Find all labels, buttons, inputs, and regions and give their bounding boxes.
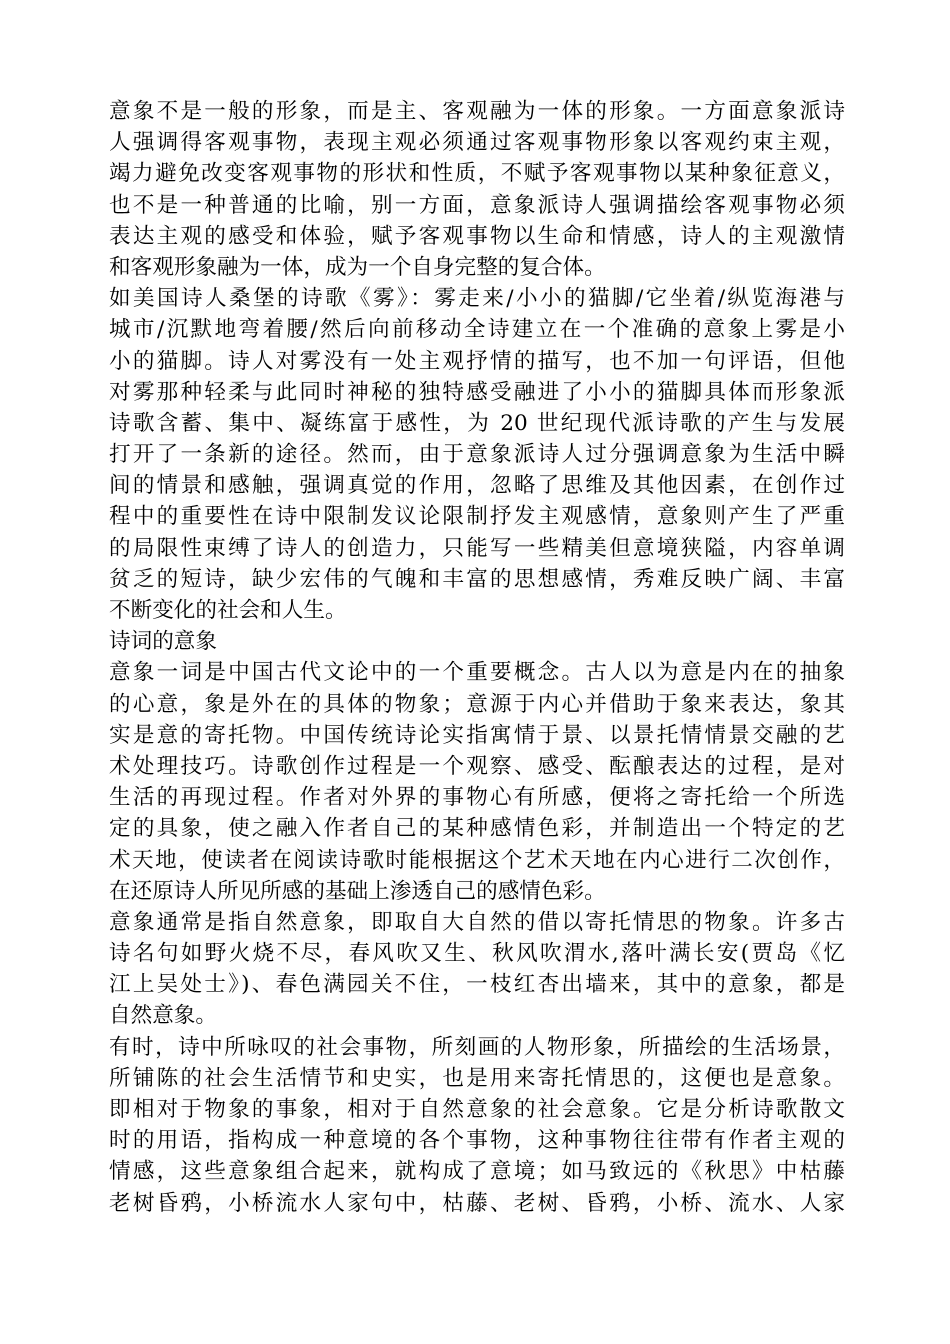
text-line: 意象不是一般的形象，而是主、客观融为一体的形象。一方面意象派诗 <box>109 99 845 124</box>
document-body <box>109 96 845 1219</box>
text-line: 意象通常是指自然意象，即取自大自然的借以寄托情思的物象。许多古 <box>109 909 845 935</box>
section-heading: 诗词的意象 <box>109 629 217 655</box>
text-line: 实是意的寄托物。中国传统诗论实指寓情于景、以景托情情景交融的艺 <box>109 722 845 748</box>
text-line: 自然意象。 <box>109 1003 217 1029</box>
text-line: 在还原诗人所见所感的基础上渗透自己的感情色彩。 <box>109 878 606 904</box>
text-line: 表达主观的感受和体验，赋予客观事物以生命和情感，诗人的主观激情 <box>109 223 845 249</box>
text-line: 不断变化的社会和人生。 <box>109 598 347 623</box>
text-line: 术天地，使读者在阅读诗歌时能根据这个艺术天地在内心进行二次创作， <box>109 847 845 873</box>
text-line: 打开了一条新的途径。然而，由于意象派诗人过分强调意象为生活中瞬 <box>109 442 845 468</box>
text-line: 竭力避免改变客观事物的形状和性质，不赋予客观事物以某种象征意义， <box>109 161 845 187</box>
text-line: 所铺陈的社会生活情节和史实，也是用来寄托情思的，这便也是意象。 <box>109 1065 845 1091</box>
text-line: 间的情景和感触，强调真觉的作用，忽略了思维及其他因素，在创作过 <box>109 473 845 499</box>
text-line: 即相对于物象的事象，相对于自然意象的社会意象。它是分析诗歌散文 <box>109 1097 845 1122</box>
text-line: 生活的再现过程。作者对外界的事物心有所感，便将之寄托给一个所选 <box>109 785 845 811</box>
text-line: 定的具象，使之融入作者自己的某种感情色彩，并制造出一个特定的艺 <box>109 816 845 842</box>
text-line: 意象一词是中国古代文论中的一个重要概念。古人以为意是内在的抽象 <box>109 660 845 686</box>
text-line: 诗歌含蓄、集中、凝练富于感性，为 20 世纪现代派诗歌的产生与发展 <box>109 410 845 436</box>
text-line: 情感，这些意象组合起来，就构成了意境；如马致远的《秋思》中枯藤 <box>109 1159 845 1185</box>
text-line: 贫乏的短诗，缺少宏伟的气魄和丰富的思想感情，秀难反映广阔、丰富 <box>109 566 845 592</box>
text-line: 诗名句如野火烧不尽，春风吹又生、秋风吹渭水,落叶满长安(贾岛《忆 <box>109 941 845 967</box>
text-line: 有时，诗中所咏叹的社会事物，所刻画的人物形象，所描绘的生活场景， <box>109 1034 845 1060</box>
text-line: 江上吴处士》)、春色满园关不住，一枝红杏出墙来，其中的意象，都是 <box>109 972 845 998</box>
text-line: 老树昏鸦，小桥流水人家句中，枯藤、老树、昏鸦，小桥、流水、人家 <box>109 1190 845 1216</box>
text-line: 程中的重要性在诗中限制发议论限制抒发主观感情，意象则产生了严重 <box>109 504 845 530</box>
text-line: 也不是一种普通的比喻，别一方面，意象派诗人强调描绘客观事物必须 <box>109 192 845 218</box>
text-line: 时的用语，指构成一种意境的各个事物，这种事物往往带有作者主观的 <box>109 1128 845 1154</box>
text-line: 城市/沉默地弯着腰/然后向前移动全诗建立在一个准确的意象上雾是小 <box>109 317 845 343</box>
text-line: 的局限性束缚了诗人的创造力，只能写一些精美但意境狭隘，内容单调 <box>109 535 845 561</box>
text-line: 和客观形象融为一体，成为一个自身完整的复合体。 <box>109 254 606 280</box>
text-line: 小的猫脚。诗人对雾没有一处主观抒情的描写，也不加一句评语，但他 <box>109 348 845 374</box>
text-line: 如美国诗人桑堡的诗歌《雾》：雾走来/小小的猫脚/它坐着/纵览海港与 <box>109 286 845 312</box>
text-line: 的心意，象是外在的具体的物象；意源于内心并借助于象来表达，象其 <box>109 691 845 717</box>
text-line: 人强调得客观事物，表现主观必须通过客观事物形象以客观约束主观， <box>109 130 845 156</box>
text-line: 对雾那种轻柔与此同时神秘的独特感受融进了小小的猫脚具体而形象派 <box>109 379 845 405</box>
text-line: 术处理技巧。诗歌创作过程是一个观察、感受、酝酿表达的过程，是对 <box>109 753 845 779</box>
